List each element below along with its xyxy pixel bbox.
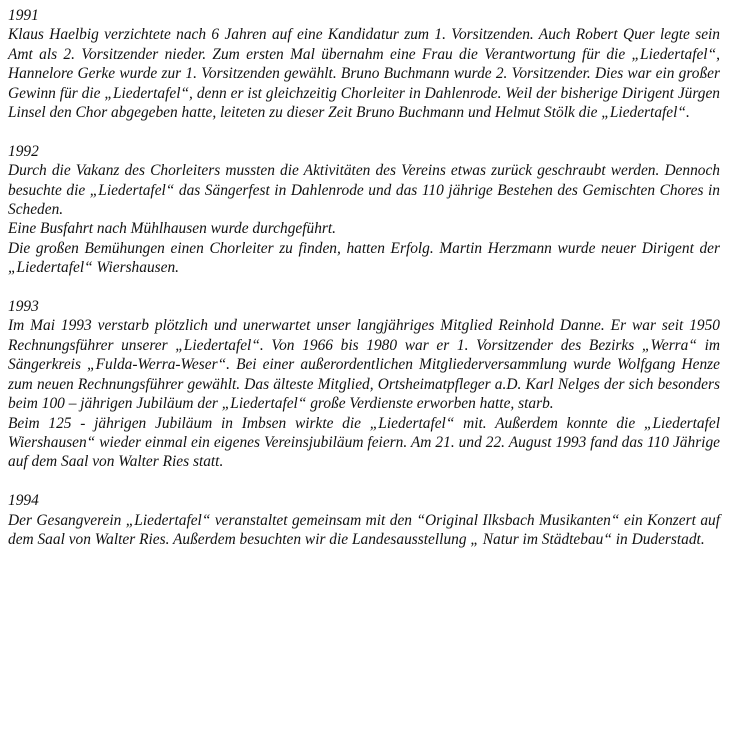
year-heading: 1991 [8, 7, 39, 24]
paragraph: Eine Busfahrt nach Mühlhausen wurde durchgeführt. [8, 220, 337, 238]
paragraph: Der Gesangverein „Liedertafel“ veranstaltet gemeinsam mit den “Original Ilksbach Musikanten“ ein Konzert auf dem Saal von Walter Ries. Außerdem besuchten wir die Landesausstellung „ Natur im Städtebau“ in Duderstadt. [8, 511, 720, 548]
year-heading: 1994 [8, 492, 39, 510]
section-1992 [8, 142, 720, 278]
paragraph: Klaus Haelbig verzichtete nach 6 Jahren auf eine Kandidatur zum 1. Vorsitzenden. Auch Robert Quer legte sein Amt als 2. Vorsitzender nieder. Zum ersten Mal übernahm eine Frau die Verantwortung für die „Liedertafel“, Hannelore Gerke wurde zur 1. Vorsitzenden gewählt. Bruno Buchmann wurde 2. Vorsitzender. Dies war ein großer Gewinn für die „Liedertafel“, denn er ist gleichzeitig Chorleiter in Dahlenrode. Weil der bisherige Dirigent Jürgen Linsel den Chor abgegeben hatte, leiteten zu dieser Zeit Bruno Buchmann und Helmut Stölk die „Liedertafel“. [8, 26, 720, 122]
year-heading: 1992 [8, 142, 39, 160]
paragraph: Die großen Bemühungen einen Chorleiter zu finden, hatten Erfolg. Martin Herzmann wurde neuer Dirigent der „Liedertafel“ Wiershausen. [8, 239, 720, 277]
section-1993 [8, 297, 720, 472]
paragraph: Beim 125 - jährigen Jubiläum in Imbsen wirkte die „Liedertafel“ mit. Außerdem konnte die „Liedertafel Wiershausen“ wieder einmal ein eigenes Vereinsjubiläum feiern. Am 21. und 22. August 1993 fand das 110 Jährige auf dem Saal von Walter Ries statt. [8, 414, 720, 471]
section-1994 [8, 491, 720, 549]
paragraph: Durch die Vakanz des Chorleiters mussten die Aktivitäten des Vereins etwas zurück geschraubt werden. Dennoch besuchte die „Liedertafel“ das Sängerfest in Dahlenrode und das 110 jährige Bestehen des Gemischten Chores in Scheden. [8, 162, 720, 219]
paragraph: Im Mai 1993 verstarb plötzlich und unerwartet unser langjähriges Mitglied Reinhold Danne. Er war seit 1950 Rechnungsführer unserer „Liedertafel“. Von 1966 bis 1980 war er 1. Vorsitzender des Bezirks „Werra“ im Sängerkreis „Fulda-Werra-Weser“. Bei einer außerordentlichen Mitgliederversammlung wurde Wolfgang Henze zum neuen Rechnungsführer gewählt. Das älteste Mitglied, Ortsheimatpfleger a.D. Karl Nelges der sich besonders beim 100 – jährigen Jubiläum der „Liedertafel“ große Verdienste erworben hatte, starb. [8, 317, 720, 413]
year-heading: 1993 [8, 298, 39, 316]
document-page [8, 6, 720, 569]
section-1991 [8, 6, 720, 122]
